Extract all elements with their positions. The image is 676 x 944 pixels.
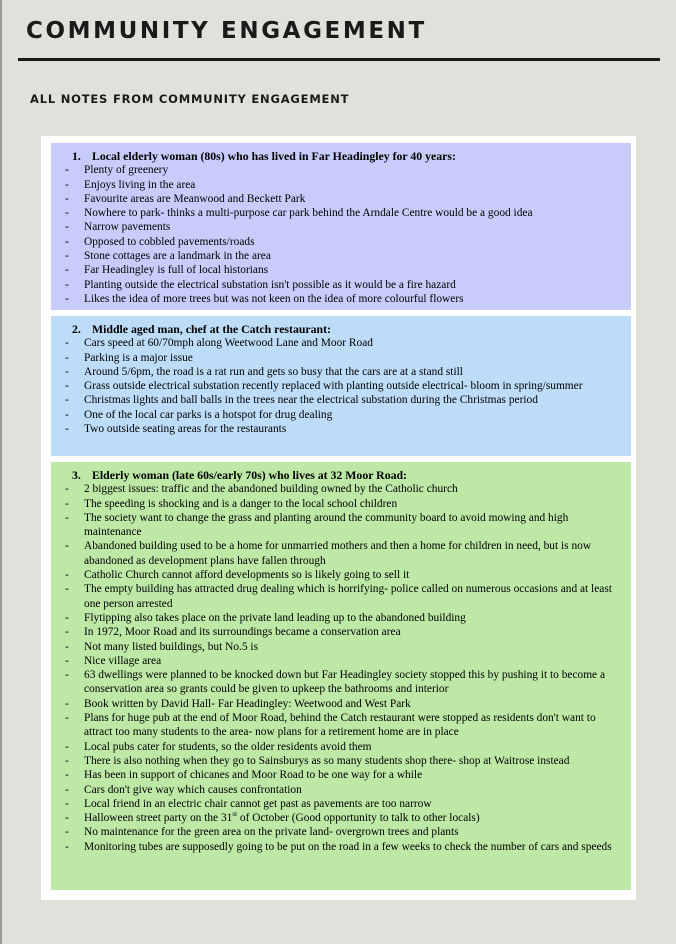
note-item-text: Nowhere to park- thinks a multi-purpose car park behind the Arndale Centre would be a good idea xyxy=(84,207,533,220)
bullet-dash: - xyxy=(65,192,69,205)
note-item-text: Two outside seating areas for the restaurants xyxy=(84,423,287,436)
note-item-text: Grass outside electrical substation recently replaced with planting outside electrical- bloom in spring/summer xyxy=(84,380,583,393)
note-item xyxy=(65,654,625,668)
note-item-text: Around 5/6pm, the road is a rat run and gets so busy that the cars are at a stand still xyxy=(84,365,463,378)
note-item xyxy=(65,568,625,582)
note-item-text: Not many listed buildings, but No.5 is xyxy=(84,640,259,653)
bullet-dash: - xyxy=(65,769,69,782)
bullet-dash: - xyxy=(65,497,69,510)
note-item xyxy=(65,422,625,436)
note-number: 1. xyxy=(72,149,81,163)
note-item xyxy=(65,668,625,697)
note-item xyxy=(65,235,625,249)
note-item-text: Cars speed at 60/70mph along Weetwood Lane and Moor Road xyxy=(84,337,373,350)
note-title: Middle aged man, chef at the Catch restaurant: xyxy=(92,322,331,336)
note-item xyxy=(65,611,625,625)
note-item-text: Book written by David Hall- Far Headingley: Weetwood and West Park xyxy=(84,697,411,710)
bullet-dash: - xyxy=(65,178,69,191)
bullet-dash: - xyxy=(65,250,69,263)
bullet-dash: - xyxy=(65,511,69,524)
note-item xyxy=(65,640,625,654)
note-item xyxy=(65,249,625,263)
bullet-dash: - xyxy=(65,423,69,436)
note-item xyxy=(65,220,625,234)
bullet-dash: - xyxy=(65,235,69,248)
note-number: 3. xyxy=(72,468,81,482)
bullet-dash: - xyxy=(65,754,69,767)
note-item xyxy=(65,482,625,496)
note-item-text: Opposed to cobbled pavements/roads xyxy=(84,235,255,248)
note-item-text: In 1972, Moor Road and its surroundings became a conservation area xyxy=(84,626,401,639)
note-item-text: One of the local car parks is a hotspot for drug dealing xyxy=(84,408,333,421)
note-item xyxy=(65,163,625,177)
note-item-text: Nice village area xyxy=(84,654,162,667)
note-item-text: Enjoys living in the area xyxy=(84,178,196,191)
note-item xyxy=(65,379,625,393)
note-item xyxy=(65,797,625,811)
bullet-dash: - xyxy=(65,164,69,177)
bullet-dash: - xyxy=(65,380,69,393)
bullet-dash: - xyxy=(65,365,69,378)
note-item-text: Christmas lights and ball balls in the trees near the electrical substation during the Christmas period xyxy=(84,394,538,407)
note-item xyxy=(65,754,625,768)
note-item xyxy=(65,768,625,782)
note-title: Local elderly woman (80s) who has lived in Far Headingley for 40 years: xyxy=(92,149,456,163)
note-item xyxy=(65,278,625,292)
notes-panel xyxy=(41,136,636,900)
note-item-text: Abandoned building used to be a home for unmarried mothers and then a home for children in need, but is now abandoned as development plans have fallen through xyxy=(84,540,592,567)
bullet-dash: - xyxy=(65,626,69,639)
note-list xyxy=(65,163,625,306)
note-item-text: No maintenance for the green area on the private land- overgrown trees and plants xyxy=(84,826,459,839)
note-item-text: 63 dwellings were planned to be knocked down but Far Headingley society stopped this by pushing it to become a conservation area so grants could be given to upkeep the bathrooms and interior xyxy=(84,669,606,696)
note-item-text: Likes the idea of more trees but was not keen on the idea of more colourful flowers xyxy=(84,292,464,305)
page-title: COMMUNITY ENGAGEMENT xyxy=(26,18,427,44)
bullet-dash: - xyxy=(65,654,69,667)
note-item xyxy=(65,511,625,540)
note-item xyxy=(65,740,625,754)
bullet-dash: - xyxy=(65,337,69,350)
note-item-text: 2 biggest issues: traffic and the abandoned building owned by the Catholic church xyxy=(84,483,458,496)
bullet-dash: - xyxy=(65,569,69,582)
note-item xyxy=(65,393,625,407)
bullet-dash: - xyxy=(65,797,69,810)
bullet-dash: - xyxy=(65,207,69,220)
note-item-text: Local friend in an electric chair cannot get past as pavements are too narrow xyxy=(84,797,432,810)
note-item-text: Halloween street party on the 31st of October (Good opportunity to talk to other locals) xyxy=(84,810,480,825)
note-item xyxy=(65,539,625,568)
note-item-text: Has been in support of chicanes and Moor Road to be one way for a while xyxy=(84,769,423,782)
note-item-text: The speeding is shocking and is a danger to the local school children xyxy=(84,497,398,510)
bullet-dash: - xyxy=(65,812,69,825)
note-item-text: Stone cottages are a landmark in the area xyxy=(84,250,271,263)
note-item-text: Cars don't give way which causes confrontation xyxy=(84,783,302,796)
bullet-dash: - xyxy=(65,669,69,682)
bullet-dash: - xyxy=(65,351,69,364)
bullet-dash: - xyxy=(65,221,69,234)
bullet-dash: - xyxy=(65,640,69,653)
note-list xyxy=(65,336,625,436)
bullet-dash: - xyxy=(65,783,69,796)
bullet-dash: - xyxy=(65,826,69,839)
bullet-dash: - xyxy=(65,840,69,853)
note-item xyxy=(65,408,625,422)
bullet-dash: - xyxy=(65,278,69,291)
note-item xyxy=(65,783,625,797)
note-number: 2. xyxy=(72,322,81,336)
note-block-3 xyxy=(51,462,631,890)
bullet-dash: - xyxy=(65,540,69,553)
note-item xyxy=(65,263,625,277)
note-item-text: The empty building has attracted drug dealing which is horrifying- police called on numerous occasions and at least one person arrested xyxy=(84,583,612,610)
note-item-text: Local pubs cater for students, so the older residents avoid them xyxy=(84,740,372,753)
note-heading xyxy=(65,322,625,336)
note-item xyxy=(65,711,625,740)
note-item xyxy=(65,840,625,854)
note-item xyxy=(65,582,625,611)
bullet-dash: - xyxy=(65,264,69,277)
note-item xyxy=(65,625,625,639)
note-block-2 xyxy=(51,316,631,456)
note-item-text: Favourite areas are Meanwood and Beckett Park xyxy=(84,192,306,205)
note-heading xyxy=(65,149,625,163)
bullet-dash: - xyxy=(65,483,69,496)
bullet-dash: - xyxy=(65,611,69,624)
note-item-text: There is also nothing when they go to Sainsburys as so many students shop there- shop at Waitrose instead xyxy=(84,754,570,767)
note-item-text: Far Headingley is full of local historians xyxy=(84,264,269,277)
note-list xyxy=(65,482,625,854)
note-item xyxy=(65,811,625,825)
note-item xyxy=(65,697,625,711)
note-item xyxy=(65,192,625,206)
note-item-text: Catholic Church cannot afford developments so is likely going to sell it xyxy=(84,569,410,582)
note-item xyxy=(65,206,625,220)
note-block-1 xyxy=(51,143,631,310)
note-item xyxy=(65,825,625,839)
note-item xyxy=(65,351,625,365)
note-item-text: Planting outside the electrical substation isn't possible as it would be a fire hazard xyxy=(84,278,456,291)
bullet-dash: - xyxy=(65,408,69,421)
note-title: Elderly woman (late 60s/early 70s) who lives at 32 Moor Road: xyxy=(92,468,407,482)
bullet-dash: - xyxy=(65,697,69,710)
bullet-dash: - xyxy=(65,394,69,407)
note-item xyxy=(65,497,625,511)
section-subtitle: ALL NOTES FROM COMMUNITY ENGAGEMENT xyxy=(30,92,350,106)
note-item xyxy=(65,292,625,306)
bullet-dash: - xyxy=(65,292,69,305)
page-left-border xyxy=(0,0,2,944)
note-item xyxy=(65,365,625,379)
bullet-dash: - xyxy=(65,712,69,725)
note-item-text: Parking is a major issue xyxy=(84,351,193,364)
bullet-dash: - xyxy=(65,583,69,596)
note-item-text: Narrow pavements xyxy=(84,221,171,234)
note-heading xyxy=(65,468,625,482)
note-item xyxy=(65,178,625,192)
title-underline xyxy=(18,58,660,61)
note-item-text: Monitoring tubes are supposedly going to be put on the road in a few weeks to check the number of cars and speeds xyxy=(84,840,612,853)
note-item-text: Flytipping also takes place on the private land leading up to the abandoned building xyxy=(84,611,466,624)
note-item-text: Plans for huge pub at the end of Moor Road, behind the Catch restaurant were stopped as residents don't want to attract too many students to the area- now plans for a retirement home are in place xyxy=(84,712,596,739)
note-item-text: Plenty of greenery xyxy=(84,164,169,177)
bullet-dash: - xyxy=(65,740,69,753)
note-item-text: The society want to change the grass and planting around the community board to avoid mowing and high maintenance xyxy=(84,511,569,539)
note-item xyxy=(65,336,625,350)
